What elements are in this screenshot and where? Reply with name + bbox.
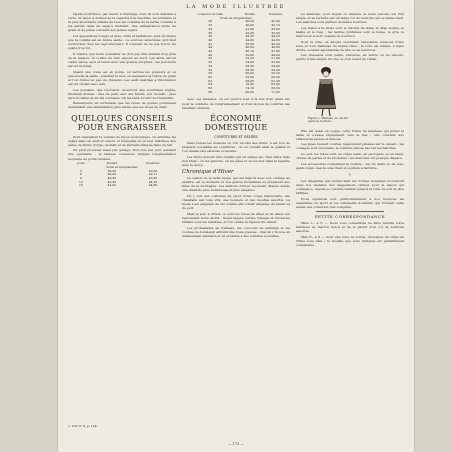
- table-cell: 64: [208, 82, 213, 87]
- table-cell: 44,20: [271, 34, 280, 39]
- paragraph: Le soir, les robes sont en crêpe satin, en georgette ou en lamé, ornées de perles et de broderies ; les manches ont presque disparu.: [296, 152, 404, 161]
- article-subtitle: CONFITURES ET GELÉES: [214, 134, 258, 139]
- paragraph: Avec ces tableaux, on est pourvu tout à la fois d'un guide sûr pour la conduite de l'engraissement et d'un moyen de contrôle des résultats obtenus.: [182, 97, 290, 110]
- table-header: Poids en kilogrammes: [106, 164, 138, 169]
- table-cell: 49,00: [271, 52, 280, 57]
- table-cell: 40,00: [245, 19, 255, 24]
- table-cell: 48,10: [245, 49, 255, 54]
- table-cell: 66: [208, 86, 213, 91]
- table-cell: 68: [208, 89, 213, 94]
- table-cell: 51,40: [271, 56, 280, 61]
- table-cell: 56,00: [271, 67, 280, 72]
- paragraph: On peut procéder aussi par gavage, trois fois par jour, pendant une quinzaine ; le tableau ci-dessous indique l'augmentation moyenne du poids obtenue.: [68, 148, 176, 161]
- table-cell: 70,00: [245, 82, 255, 87]
- table-cell: 40: [208, 37, 213, 42]
- section-ornament: ✧: [348, 171, 352, 177]
- table-cell: 71,00: [271, 89, 280, 94]
- table-cell: 32: [208, 23, 213, 28]
- table-cell: 30: [208, 19, 213, 24]
- page-number: — 173 —: [228, 442, 244, 446]
- correspondence-title: PETITE CORRESPONDANCE: [314, 214, 386, 220]
- table-cell: 50,00: [245, 52, 255, 57]
- paragraph: Le manteau, pour lequel on emploie ce beau velours, est très ample, et se termine par un large col de fourrure qui se ferme haut. Les manches sont garnies de même fourrure.: [296, 12, 404, 25]
- table-cell: 52,60: [271, 60, 280, 65]
- divider: [316, 211, 384, 212]
- table-header: Longueur de l'aile: [197, 12, 224, 16]
- paragraph: Quand une volée est en ponte, on nettoie les pondoirs et on renouvelle la paille ; pendant la mue on augmente la ration de grain et l'on donne un peu de chènevis. Les œufs destinés à l'incubation seront choisis avec soin.: [68, 69, 176, 86]
- table-row: 12 40,45 44,20: [78, 179, 158, 184]
- table-cell: 45,60: [245, 41, 255, 46]
- table-cell: 34: [208, 26, 213, 31]
- table-header: Jours: [77, 161, 85, 166]
- table-cell: 42,10: [271, 23, 280, 28]
- table-row: 3 00,00 40,00: [79, 168, 158, 173]
- article-title: ÉCONOMIE DOMESTIQUE: [204, 113, 268, 132]
- fashion-illustration: [296, 65, 404, 127]
- footnote: 1. Voir n° 9, p. 144.: [68, 424, 98, 428]
- table-cell: 46: [208, 49, 213, 54]
- table-cell: 52: [208, 60, 213, 65]
- table-body: [182, 20, 290, 94]
- weight-table: [68, 162, 176, 188]
- paragraph: Il résulte que notre poulailler ne doit pas être installé trop près de la maison, ni contre un mur exposé au nord. Les abris seront clairs, aérés, secs et tenus avec une grande propreté ; les perchoirs seront mobiles.: [68, 51, 176, 69]
- figure-caption: Figure 1. Manteau de velours garni de fourrure.: [308, 116, 348, 123]
- magazine-page: [58, 0, 414, 452]
- table-cell: 56,00: [245, 63, 255, 68]
- table-cell: 58,40: [245, 67, 255, 72]
- table-cell: 44,00: [245, 37, 255, 42]
- paragraph: Les tissus à la mode sont le velours de laine, le drap souple, le kasha et le reps ; les teintes préférées sont le beige, le gris, le marron et le noir, relevés de fourrure.: [296, 25, 404, 38]
- table-cell: 56: [208, 67, 213, 72]
- table-header: Poulettes: [146, 161, 160, 166]
- table-cell: 58,20: [271, 71, 280, 76]
- right-column: [296, 12, 404, 434]
- table-header: Poids en kilogrammes: [220, 15, 252, 20]
- paragraph: Les appendices rouges et gras, crête et barbillons, sont un indice que la volaille est en bonne santé ; ce sont les caractères qu'il faut rechercher chez les reproducteurs. Il convient de ne pas forcer les sujets trop tôt.: [68, 33, 176, 51]
- table-cell: 42: [208, 41, 213, 46]
- table-cell: 46,60: [271, 45, 280, 50]
- paragraph: Remarquons en terminant que les races de poules pondeuses demandent une alimentation plus variée que les races de chair.: [68, 101, 176, 110]
- paragraph: Les promenades en traîneau, les concours de patinage et les courses de bobsleigh attirent une foule joyeuse ; chacun y trouve un délassement salutaire et un prétexte à des toilettes nouvelles.: [182, 225, 290, 238]
- table-cell: 43,20: [245, 34, 255, 39]
- table-header: Poulets: [244, 12, 255, 16]
- table-cell: 44,80: [271, 37, 280, 42]
- table-cell: 80,00: [245, 89, 255, 94]
- table-cell: 65,00: [271, 82, 280, 87]
- paragraph: Mais le soir, à l'hôtel, ce sont les robes de dîner et de danse qui reprennent leurs droits : tissus légers, perles, franges et broderies brillent sous les lumières, et l'on oublie la rigueur du climat.: [182, 211, 290, 224]
- paragraph: Dans toutes les maisons où l'on récolte des fruits, il est bon de préparer soi-même les confitures ; on en connaît ainsi la qualité et l'on réalise une sérieuse économie.: [182, 140, 290, 154]
- table-cell: 63,00: [245, 74, 255, 79]
- table-header: Poulettes: [268, 12, 283, 16]
- table-cell: 46,00: [245, 45, 255, 50]
- table-cell: 41,80: [245, 26, 255, 31]
- paragraph: Les accessoires complètent la toilette : sac de daim ou de soie, gants longs, bas de soie chair et souliers à barrette.: [296, 161, 404, 170]
- paragraph: Mlle R., à P. — Pour une robe de soirée, choisissez un crêpe de Chine rose pâle ; le modèle que vous indiquez est parfaitement convenable.: [296, 235, 404, 248]
- table-cell: 38: [208, 34, 213, 39]
- woman-in-coat-figure: [296, 65, 356, 117]
- left-column: [68, 12, 176, 390]
- table-cell: 60,00: [245, 71, 255, 76]
- table-cell: 74,10: [245, 86, 255, 91]
- running-header: LA MODE ILLUSTRÉE: [186, 4, 286, 10]
- table-cell: 54,00: [245, 60, 255, 65]
- paragraph: rapide nourriture, par élever à l'herbage, dont ils sont destinés à vivre, de façon à donner de la capacité à la machine. La première et la plus abondante variété de tous les volatiles de la ferme consiste à les garder dans un espace restreint. Une alimentation mixte de grain et de pâtée convient aux jeunes sujets.: [68, 12, 176, 33]
- table-header: Poulets: [106, 161, 118, 166]
- table-cell: 43,60: [271, 30, 280, 35]
- chronicle-title: Chronique d'Hiver: [182, 168, 234, 175]
- paragraph: Les poussins, dès l'éclosion, recevront une nourriture légère, finement divisée : mie de pain, œuf dur haché, son mouillé ; plus tard du millet et du blé concassé. On les tient à l'abri de l'humidité.: [68, 87, 176, 100]
- table-cell: 62,40: [271, 78, 280, 83]
- table-cell: 68,00: [271, 86, 280, 91]
- paragraph: Les jupes restent courtes, légèrement plissées sur le devant ; les corsages sont blousants, la ceinture placée bas sur les hanches.: [296, 142, 404, 151]
- table-cell: 47,80: [271, 49, 280, 54]
- paragraph: La saison de la belle neige, qui est déjà là avec son cortège de plaisirs, est le moment où nos jeunes mondaines se préparent aux fêtes de la montagne. Les stations d'hiver reçoivent chaque année une clientèle plus nombreuse et plus élégante.: [182, 176, 290, 193]
- paragraph: Les fruits doivent être cueillis par un temps sec, bien mûrs mais non blets ; on les épluche, on les pèse et on les met dans la bassine avec le sucre.: [182, 154, 290, 167]
- table-row: [182, 91, 290, 95]
- paragraph: On y voit des costumes de sport d'une coupe impeccable, des chandails aux tons vifs, des bonnets et des moufles assortis. La mode s'est emparée du ski comme elle s'était emparée du tennis et du golf.: [182, 193, 290, 211]
- paragraph: Pour engraisser la volaille de façon économique, on enferme les sujets dans un endroit obscur et tranquille et on leur distribue une pâtée de farine d'orge, de maïs et de sarrasin délayée dans du lait.: [68, 134, 176, 147]
- table-row: 9 40,60 43,60: [79, 175, 158, 180]
- table-cell: 43,00: [271, 26, 280, 31]
- table-cell: 36: [208, 30, 213, 35]
- paragraph: Les chapeaux sont petits, enfoncés, en feutre ou en velours, garnis d'une simple broche ou d'un nœud de ruban.: [296, 53, 404, 62]
- table-cell: 60: [208, 74, 213, 79]
- table-cell: 42,00: [245, 30, 255, 35]
- paragraph: Mme L., à V. — Nous vous conseillons de faire teindre votre manteau en marron foncé et de le garnir d'un col de fourrure assortie.: [296, 221, 404, 234]
- table-cell: 44: [208, 45, 213, 50]
- table-cell: 54,00: [271, 63, 280, 68]
- table-cell: 40,60: [245, 23, 255, 28]
- table-row: 6 40,00 42,11: [79, 172, 158, 177]
- table-cell: 66,60: [245, 78, 255, 83]
- table-cell: 52,20: [245, 56, 255, 61]
- table-cell: 42,00: [271, 19, 280, 24]
- table-cell: 46,00: [271, 41, 280, 46]
- wing-weight-table: [182, 13, 290, 94]
- table-cell: 48: [208, 52, 213, 57]
- table-row: 15 42,00 44,80: [78, 183, 158, 188]
- paragraph: Pour la ville, on adopte volontiers l'ensemble composé d'une robe et d'un manteau du même tissu ; la robe est simple, à ligne droite, souvent agrémentée de plis ou de nervures.: [296, 39, 404, 52]
- table-cell: 54: [208, 63, 213, 68]
- table-cell: 58: [208, 71, 213, 76]
- paragraph: Les élégantes qui recherchent les formes nouvelles trouveront dans nos modèles des suggestions variées pour la saison qui commence, depuis le costume tailleur jusqu'à la robe du soir la plus raffinée.: [296, 178, 404, 196]
- paragraph: Nous signalons tout particulièrement à nos lectrices les ensembles de sport et les vêtements d'enfants, qui forment cette année une collection très complète.: [296, 196, 404, 210]
- article-title: QUELQUES CONSEILS POUR ENGRAISSER: [71, 113, 173, 132]
- table-cell: 62: [208, 78, 213, 83]
- paragraph: Elle est aussi en vogue, cette forme de manteau qui prend la taille et s'évase légèrement vers le bas ; elle convient aux silhouettes jeunes et minces.: [296, 128, 404, 141]
- middle-column: [182, 12, 290, 434]
- table-cell: 60,00: [271, 74, 280, 79]
- table-cell: 50: [208, 56, 213, 61]
